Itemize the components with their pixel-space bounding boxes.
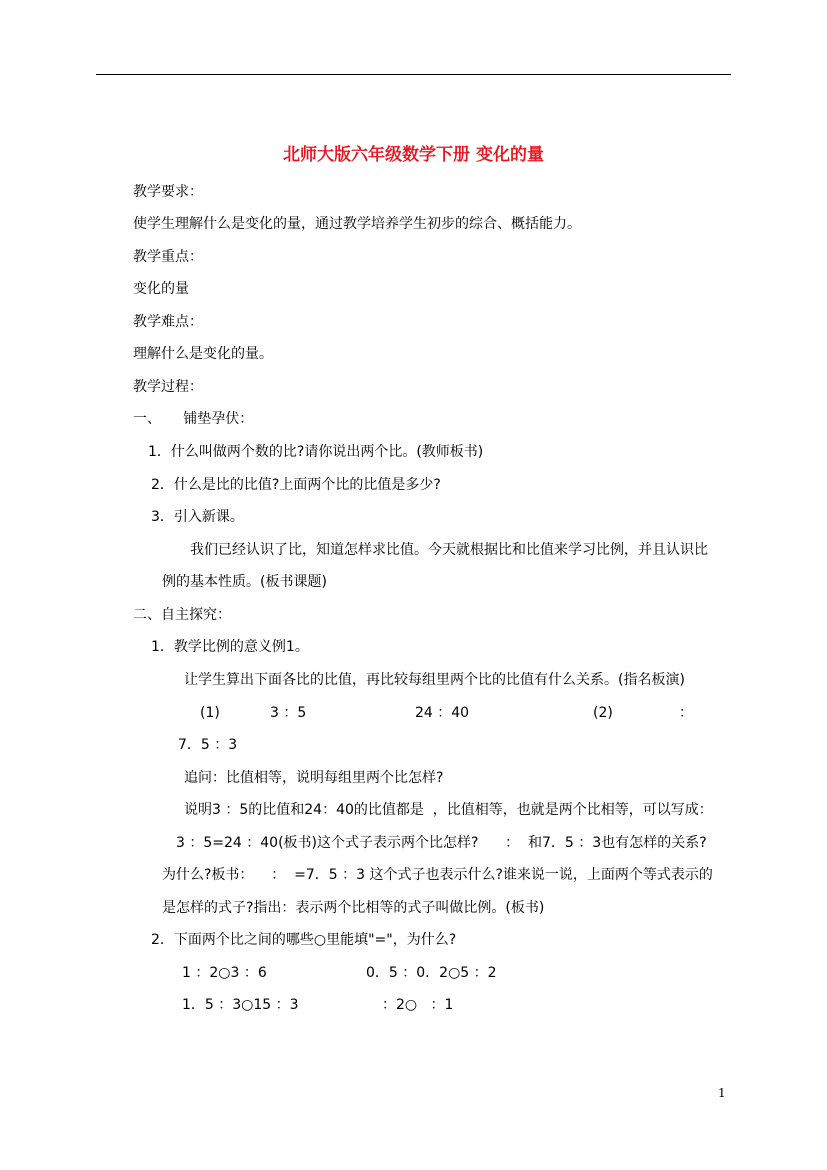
exercise-label: (2): [593, 705, 613, 721]
paragraph: 变化的量: [133, 281, 189, 297]
ratio-text: ：: [679, 705, 693, 721]
exercise-item: 1．5 ：3○15 ：3: [182, 997, 299, 1013]
list-item: 3．引入新课。: [151, 509, 244, 525]
ratio-text: 7．5 ：3: [178, 737, 238, 753]
section-heading-difficulties: 教学难点：: [133, 314, 203, 330]
document-title: 北师大版六年级数学下册 变化的量: [283, 145, 544, 165]
paragraph: 为什么?板书： ： =7．5 ：3 这个式子也表示什么?谁来说一说，上面两个等式表示的: [162, 867, 713, 883]
paragraph: 追问：比值相等，说明每组里两个比怎样?: [184, 770, 444, 786]
exercise-item: ：2○ ：1: [382, 997, 454, 1013]
list-item: 1．什么叫做两个数的比?请你说出两个比。(教师板书): [148, 444, 484, 460]
paragraph: 让学生算出下面各比的比值，再比较每组里两个比的比值有什么关系。(指名板演): [184, 672, 685, 688]
paragraph: 说明3 ：5的比值和24：40的比值都是 ，比值相等，也就是两个比相等，可以写成：: [184, 802, 713, 818]
ratio-text: 24 ：40: [415, 705, 470, 721]
section-heading-requirements: 教学要求：: [133, 184, 203, 200]
paragraph: 我们已经认识了比，知道怎样求比值。今天就根据比和比值来学习比例，并且认识比: [190, 542, 708, 558]
paragraph: 使学生理解什么是变化的量，通过教学培养学生初步的综合、概括能力。: [133, 216, 581, 232]
header-rule: [96, 74, 731, 75]
exercise-item: 0．5 ：0．2○5 ：2: [366, 965, 497, 981]
list-item: 1．教学比例的意义例1。: [151, 639, 309, 655]
section-heading-process: 教学过程：: [133, 379, 203, 395]
paragraph: 3 ：5=24 ：40(板书)这个式子表示两个比怎样? ： 和7．5 ：3也有怎样的关系?: [176, 835, 707, 851]
subsection-heading: 一、 铺垫孕伏：: [133, 411, 254, 427]
section-heading-key-points: 教学重点：: [133, 249, 203, 265]
paragraph: 是怎样的式子?指出：表示两个比相等的式子叫做比例。(板书): [162, 900, 545, 916]
ratio-text: 3 ：5: [270, 705, 307, 721]
subsection-heading: 二、自主探究：: [133, 607, 231, 623]
paragraph: 理解什么是变化的量。: [133, 346, 273, 362]
list-item: 2．什么是比的比值?上面两个比的比值是多少?: [151, 477, 441, 493]
paragraph: 例的基本性质。(板书课题): [162, 574, 327, 590]
list-item: 2．下面两个比之间的哪些○里能填"="，为什么?: [151, 932, 457, 948]
exercise-item: 1 ：2○3 ：6: [182, 965, 267, 981]
page-number: 1: [718, 1086, 726, 1100]
exercise-label: (1): [200, 705, 220, 721]
